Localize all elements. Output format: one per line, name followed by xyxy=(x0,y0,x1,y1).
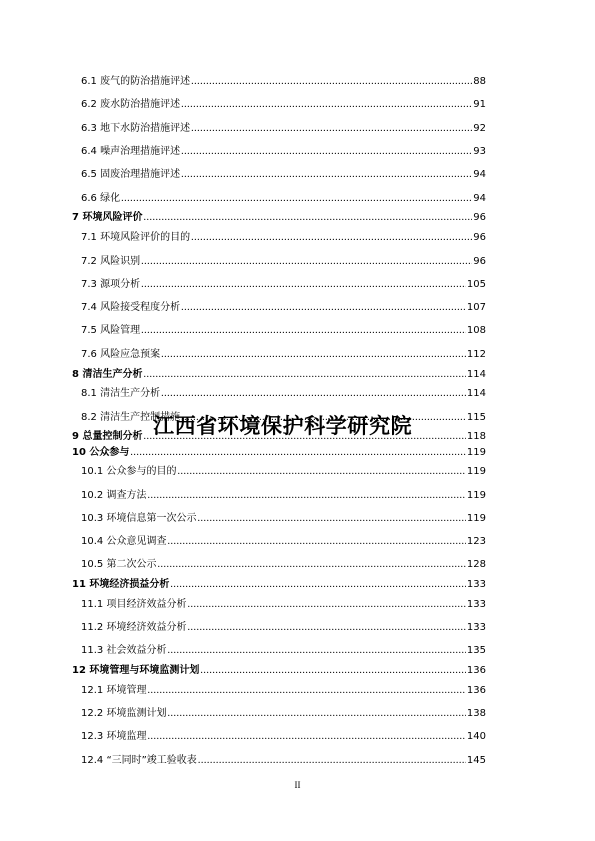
toc-section-entry[interactable] xyxy=(81,169,486,181)
toc-leader-dots xyxy=(200,665,466,677)
toc-entry-title: 11.2 环境经济效益分析 xyxy=(81,622,187,633)
toc-leader-dots xyxy=(187,599,465,611)
toc-section-entry[interactable] xyxy=(81,466,486,478)
toc-entry-title: 7.6 风险应急预案 xyxy=(81,349,161,360)
toc-entry-page-number: 108 xyxy=(466,325,486,336)
toc-entry-title: 8 清洁生产分析 xyxy=(72,369,143,380)
toc-entry-title: 7.2 风险识别 xyxy=(81,256,141,267)
toc-chapter-entry[interactable] xyxy=(72,212,486,224)
page-number: II xyxy=(294,780,301,790)
toc-leader-dots xyxy=(141,279,466,291)
toc-entry-title: 8.1 清洁生产分析 xyxy=(81,388,161,399)
toc-entry-page-number: 135 xyxy=(466,645,486,656)
toc-entry-page-number: 133 xyxy=(466,579,486,590)
toc-section-entry[interactable] xyxy=(81,302,486,314)
toc-entry-page-number: 140 xyxy=(466,731,486,742)
toc-leader-dots xyxy=(130,447,466,459)
toc-entry-title: 7.3 源项分析 xyxy=(81,279,141,290)
toc-entry-title: 9 总量控制分析 xyxy=(72,431,143,442)
toc-entry-page-number: 115 xyxy=(466,412,486,423)
toc-leader-dots xyxy=(143,212,472,224)
toc-entry-page-number: 119 xyxy=(466,513,486,524)
toc-entry-page-number: 92 xyxy=(473,123,486,134)
toc-entry-title: 10.5 第二次公示 xyxy=(81,559,157,570)
toc-entry-page-number: 94 xyxy=(473,169,486,180)
toc-entry-title: 7.1 环境风险评价的目的 xyxy=(81,232,191,243)
toc-entry-title: 6.3 地下水防治措施评述 xyxy=(81,123,191,134)
toc-entry-title: 10.1 公众参与的目的 xyxy=(81,466,177,477)
toc-chapter-entry[interactable] xyxy=(72,579,486,591)
toc-entry-page-number: 133 xyxy=(466,622,486,633)
toc-entry-page-number: 136 xyxy=(466,665,486,676)
toc-entry-title: 12.4 “三同时”竣工验收表 xyxy=(81,755,197,766)
toc-leader-dots xyxy=(167,645,465,657)
toc-entry-title: 11.1 项目经济效益分析 xyxy=(81,599,187,610)
toc-entry-title: 11 环境经济损益分析 xyxy=(72,579,170,590)
toc-entry-title: 6.6 绿化 xyxy=(81,193,121,204)
toc-entry-title: 12.1 环境管理 xyxy=(81,685,147,696)
toc-section-entry[interactable] xyxy=(81,76,486,88)
toc-section-entry[interactable] xyxy=(81,559,486,571)
toc-leader-dots xyxy=(198,755,466,767)
toc-leader-dots xyxy=(191,232,472,244)
toc-section-entry[interactable] xyxy=(81,193,486,205)
toc-section-entry[interactable] xyxy=(81,232,486,244)
toc-leader-dots xyxy=(161,349,466,361)
toc-section-entry[interactable] xyxy=(81,599,486,611)
toc-section-entry[interactable] xyxy=(81,325,486,337)
toc-entry-title: 6.5 固废治理措施评述 xyxy=(81,169,181,180)
toc-entry-page-number: 88 xyxy=(473,76,486,87)
toc-entry-page-number: 93 xyxy=(473,146,486,157)
toc-leader-dots xyxy=(181,169,472,181)
toc-entry-page-number: 94 xyxy=(473,193,486,204)
toc-leader-dots xyxy=(167,708,465,720)
toc-section-entry[interactable] xyxy=(81,645,486,657)
toc-entry-page-number: 96 xyxy=(473,256,486,267)
watermark-text: 江西省环境保护科学研究院 xyxy=(153,414,413,438)
toc-entry-title: 7 环境风险评价 xyxy=(72,212,143,223)
toc-leader-dots xyxy=(147,685,465,697)
toc-entry-page-number: 114 xyxy=(466,388,486,399)
toc-leader-dots xyxy=(191,76,472,88)
toc-section-entry[interactable] xyxy=(81,622,486,634)
toc-leader-dots xyxy=(121,193,472,205)
toc-entry-page-number: 123 xyxy=(466,536,486,547)
toc-section-entry[interactable] xyxy=(81,256,486,268)
toc-leader-dots xyxy=(170,579,466,591)
toc-section-entry[interactable] xyxy=(81,731,486,743)
toc-chapter-entry[interactable] xyxy=(72,369,486,381)
toc-entry-page-number: 105 xyxy=(466,279,486,290)
toc-leader-dots xyxy=(157,559,465,571)
toc-entry-title: 7.5 风险管理 xyxy=(81,325,141,336)
toc-entry-page-number: 96 xyxy=(473,232,486,243)
toc-entry-title: 10.4 公众意见调查 xyxy=(81,536,167,547)
toc-entry-page-number: 119 xyxy=(466,466,486,477)
toc-section-entry[interactable] xyxy=(81,755,486,767)
toc-leader-dots xyxy=(167,536,465,548)
toc-entry-page-number: 96 xyxy=(473,212,486,223)
toc-entry-title: 7.4 风险接受程度分析 xyxy=(81,302,181,313)
toc-entry-page-number: 112 xyxy=(466,349,486,360)
toc-entry-page-number: 133 xyxy=(466,599,486,610)
toc-leader-dots xyxy=(197,513,465,525)
toc-entry-title: 12.3 环境监理 xyxy=(81,731,147,742)
toc-entry-title: 6.4 噪声治理措施评述 xyxy=(81,146,181,157)
toc-leader-dots xyxy=(181,99,472,111)
toc-entry-title: 6.2 废水防治措施评述 xyxy=(81,99,181,110)
toc-leader-dots xyxy=(187,622,465,634)
toc-leader-dots xyxy=(177,466,465,478)
toc-chapter-entry[interactable] xyxy=(72,665,486,677)
toc-section-entry[interactable] xyxy=(81,536,486,548)
toc-entry-page-number: 91 xyxy=(473,99,486,110)
toc-section-entry[interactable] xyxy=(81,708,486,720)
toc-section-entry[interactable] xyxy=(81,388,486,400)
toc-entry-page-number: 136 xyxy=(466,685,486,696)
toc-entry-title: 12.2 环境监测计划 xyxy=(81,708,167,719)
toc-entry-title: 12 环境管理与环境监测计划 xyxy=(72,665,200,676)
toc-section-entry[interactable] xyxy=(81,146,486,158)
toc-entry-page-number: 128 xyxy=(466,559,486,570)
toc-section-entry[interactable] xyxy=(81,349,486,361)
toc-section-entry[interactable] xyxy=(81,123,486,135)
toc-section-entry[interactable] xyxy=(81,685,486,697)
toc-entry-title: 6.1 废气的防治措施评述 xyxy=(81,76,191,87)
toc-entry-page-number: 119 xyxy=(466,447,486,458)
toc-entry-title: 10 公众参与 xyxy=(72,447,130,458)
toc-chapter-entry[interactable] xyxy=(72,447,486,459)
toc-entry-title: 8.2 清洁生产控制措施 xyxy=(81,412,181,423)
toc-leader-dots xyxy=(161,388,466,400)
toc-entry-page-number: 138 xyxy=(466,708,486,719)
toc-section-entry[interactable] xyxy=(81,490,486,502)
toc-section-entry[interactable] xyxy=(81,513,486,525)
toc-leader-dots xyxy=(181,146,472,158)
toc-entry-title: 10.3 环境信息第一次公示 xyxy=(81,513,197,524)
toc-entry-page-number: 107 xyxy=(466,302,486,313)
toc-entry-page-number: 114 xyxy=(466,369,486,380)
toc-leader-dots xyxy=(181,302,466,314)
toc-leader-dots xyxy=(141,325,466,337)
toc-leader-dots xyxy=(141,256,472,268)
toc-leader-dots xyxy=(147,490,465,502)
toc-entry-page-number: 145 xyxy=(466,755,486,766)
toc-leader-dots xyxy=(191,123,472,135)
toc-leader-dots xyxy=(147,731,465,743)
toc-leader-dots xyxy=(143,369,465,381)
toc-entry-title: 10.2 调查方法 xyxy=(81,490,147,501)
toc-section-entry[interactable] xyxy=(81,279,486,291)
toc-entry-title: 11.3 社会效益分析 xyxy=(81,645,167,656)
toc-section-entry[interactable] xyxy=(81,99,486,111)
toc-entry-page-number: 119 xyxy=(466,490,486,501)
toc-entry-page-number: 118 xyxy=(466,431,486,442)
